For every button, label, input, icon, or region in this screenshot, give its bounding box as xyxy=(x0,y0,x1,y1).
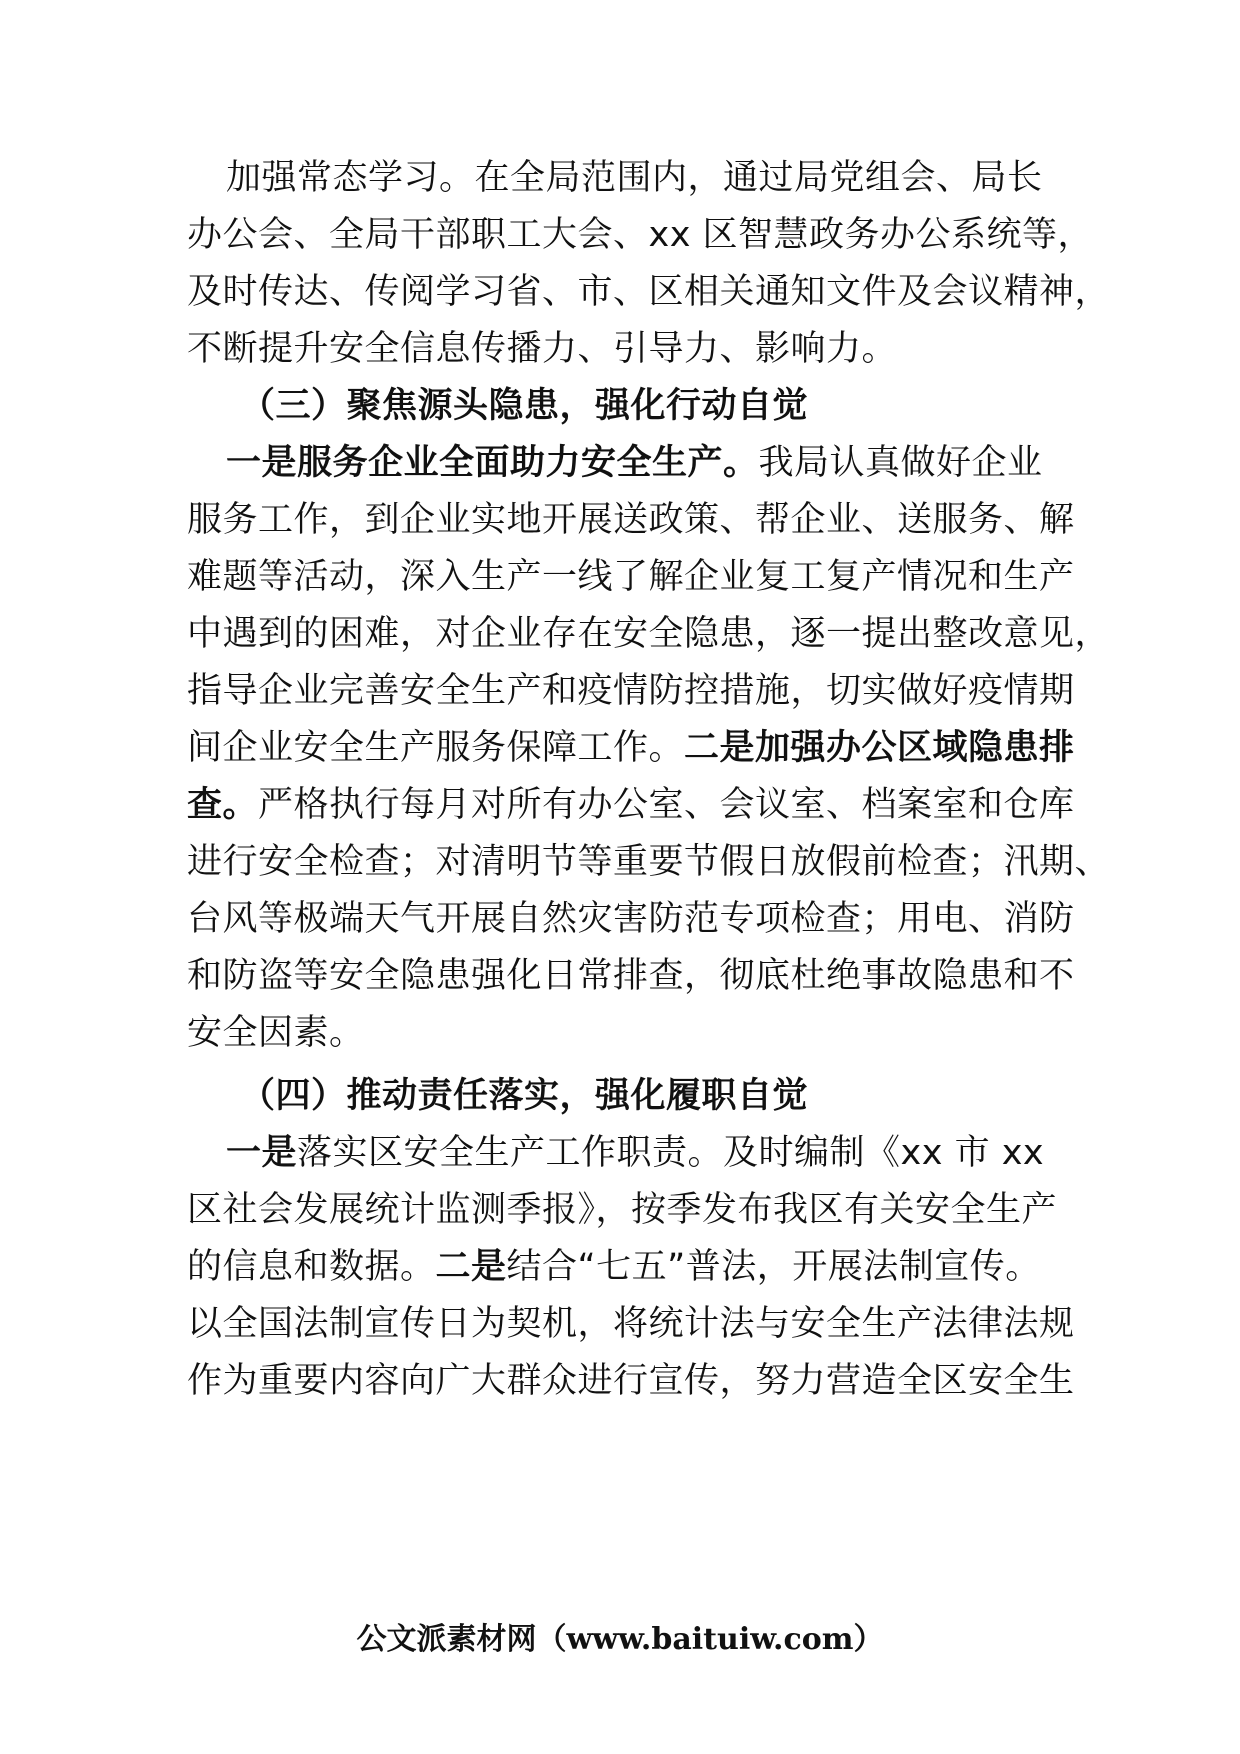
p3-lead-2: 二是 xyxy=(435,1247,507,1287)
p2-line-1 xyxy=(226,441,1043,485)
p2-line-7 xyxy=(187,783,1075,827)
p2-line-1-rest: 我局认真做好企业 xyxy=(758,443,1043,483)
p3-line-4: 以全国法制宣传日为契机，将统计法与安全生产法律法规 xyxy=(187,1304,1075,1344)
p1-line-4: 不断提升安全信息传播力、引导力、影响力。 xyxy=(187,329,898,369)
section-heading-3: （三）聚焦源头隐患，强化行动自觉 xyxy=(240,386,809,426)
section-heading-4: （四）推动责任落实，强化履职自觉 xyxy=(240,1076,809,1116)
p3-line-5: 作为重要内容向广大群众进行宣传，努力营造全区安全生 xyxy=(187,1361,1075,1401)
p2-line-11: 安全因素。 xyxy=(187,1013,365,1053)
footer-source: 公文派素材网（www.baituiw.com） xyxy=(356,1622,884,1657)
p3-line-3-pre: 的信息和数据。 xyxy=(187,1247,436,1287)
p2-line-3: 难题等活动，深入生产一线了解企业复工复产情况和生产 xyxy=(187,557,1075,597)
p3-line-2: 区社会发展统计监测季报》，按季发布我区有关安全生产 xyxy=(187,1190,1058,1230)
p3-line-1 xyxy=(226,1131,1044,1175)
p2-line-4: 中遇到的困难，对企业存在安全隐患，逐一提出整改意见， xyxy=(187,614,1111,654)
p3-line-3 xyxy=(187,1245,1041,1289)
p2-line-6 xyxy=(187,726,1075,770)
p2-line-5: 指导企业完善安全生产和疫情防控措施，切实做好疫情期 xyxy=(187,671,1075,711)
p1-line-1: 加强常态学习。在全局范围内，通过局党组会、局长 xyxy=(226,158,1043,198)
p2-lead-2-end: 查。 xyxy=(187,785,259,825)
p3-line-3-rest: 结合“七五”普法，开展法制宣传。 xyxy=(506,1247,1041,1287)
p2-line-2: 服务工作，到企业实地开展送政策、帮企业、送服务、解 xyxy=(187,500,1075,540)
p2-line-7-rest: 严格执行每月对所有办公室、会议室、档案室和仓库 xyxy=(258,785,1075,825)
p2-lead-2: 二是加强办公区域隐患排 xyxy=(684,728,1075,768)
p2-line-9: 台风等极端天气开展自然灾害防范专项检查；用电、消防 xyxy=(187,899,1075,939)
p1-line-2: 办公会、全局干部职工大会、xx 区智慧政务办公系统等， xyxy=(187,215,1094,255)
p2-line-10: 和防盗等安全隐患强化日常排查，彻底杜绝事故隐患和不 xyxy=(187,956,1075,996)
p3-lead-1: 一是 xyxy=(226,1133,298,1173)
p2-line-6-text: 间企业安全生产服务保障工作。 xyxy=(187,728,685,768)
p2-lead-1: 一是服务企业全面助力安全生产。 xyxy=(226,443,759,483)
p2-line-8: 进行安全检查；对清明节等重要节假日放假前检查；汛期、 xyxy=(187,842,1111,882)
p3-line-1-rest: 落实区安全生产工作职责。及时编制《xx 市 xx xyxy=(297,1133,1045,1173)
p1-line-3: 及时传达、传阅学习省、市、区相关通知文件及会议精神， xyxy=(187,272,1111,312)
